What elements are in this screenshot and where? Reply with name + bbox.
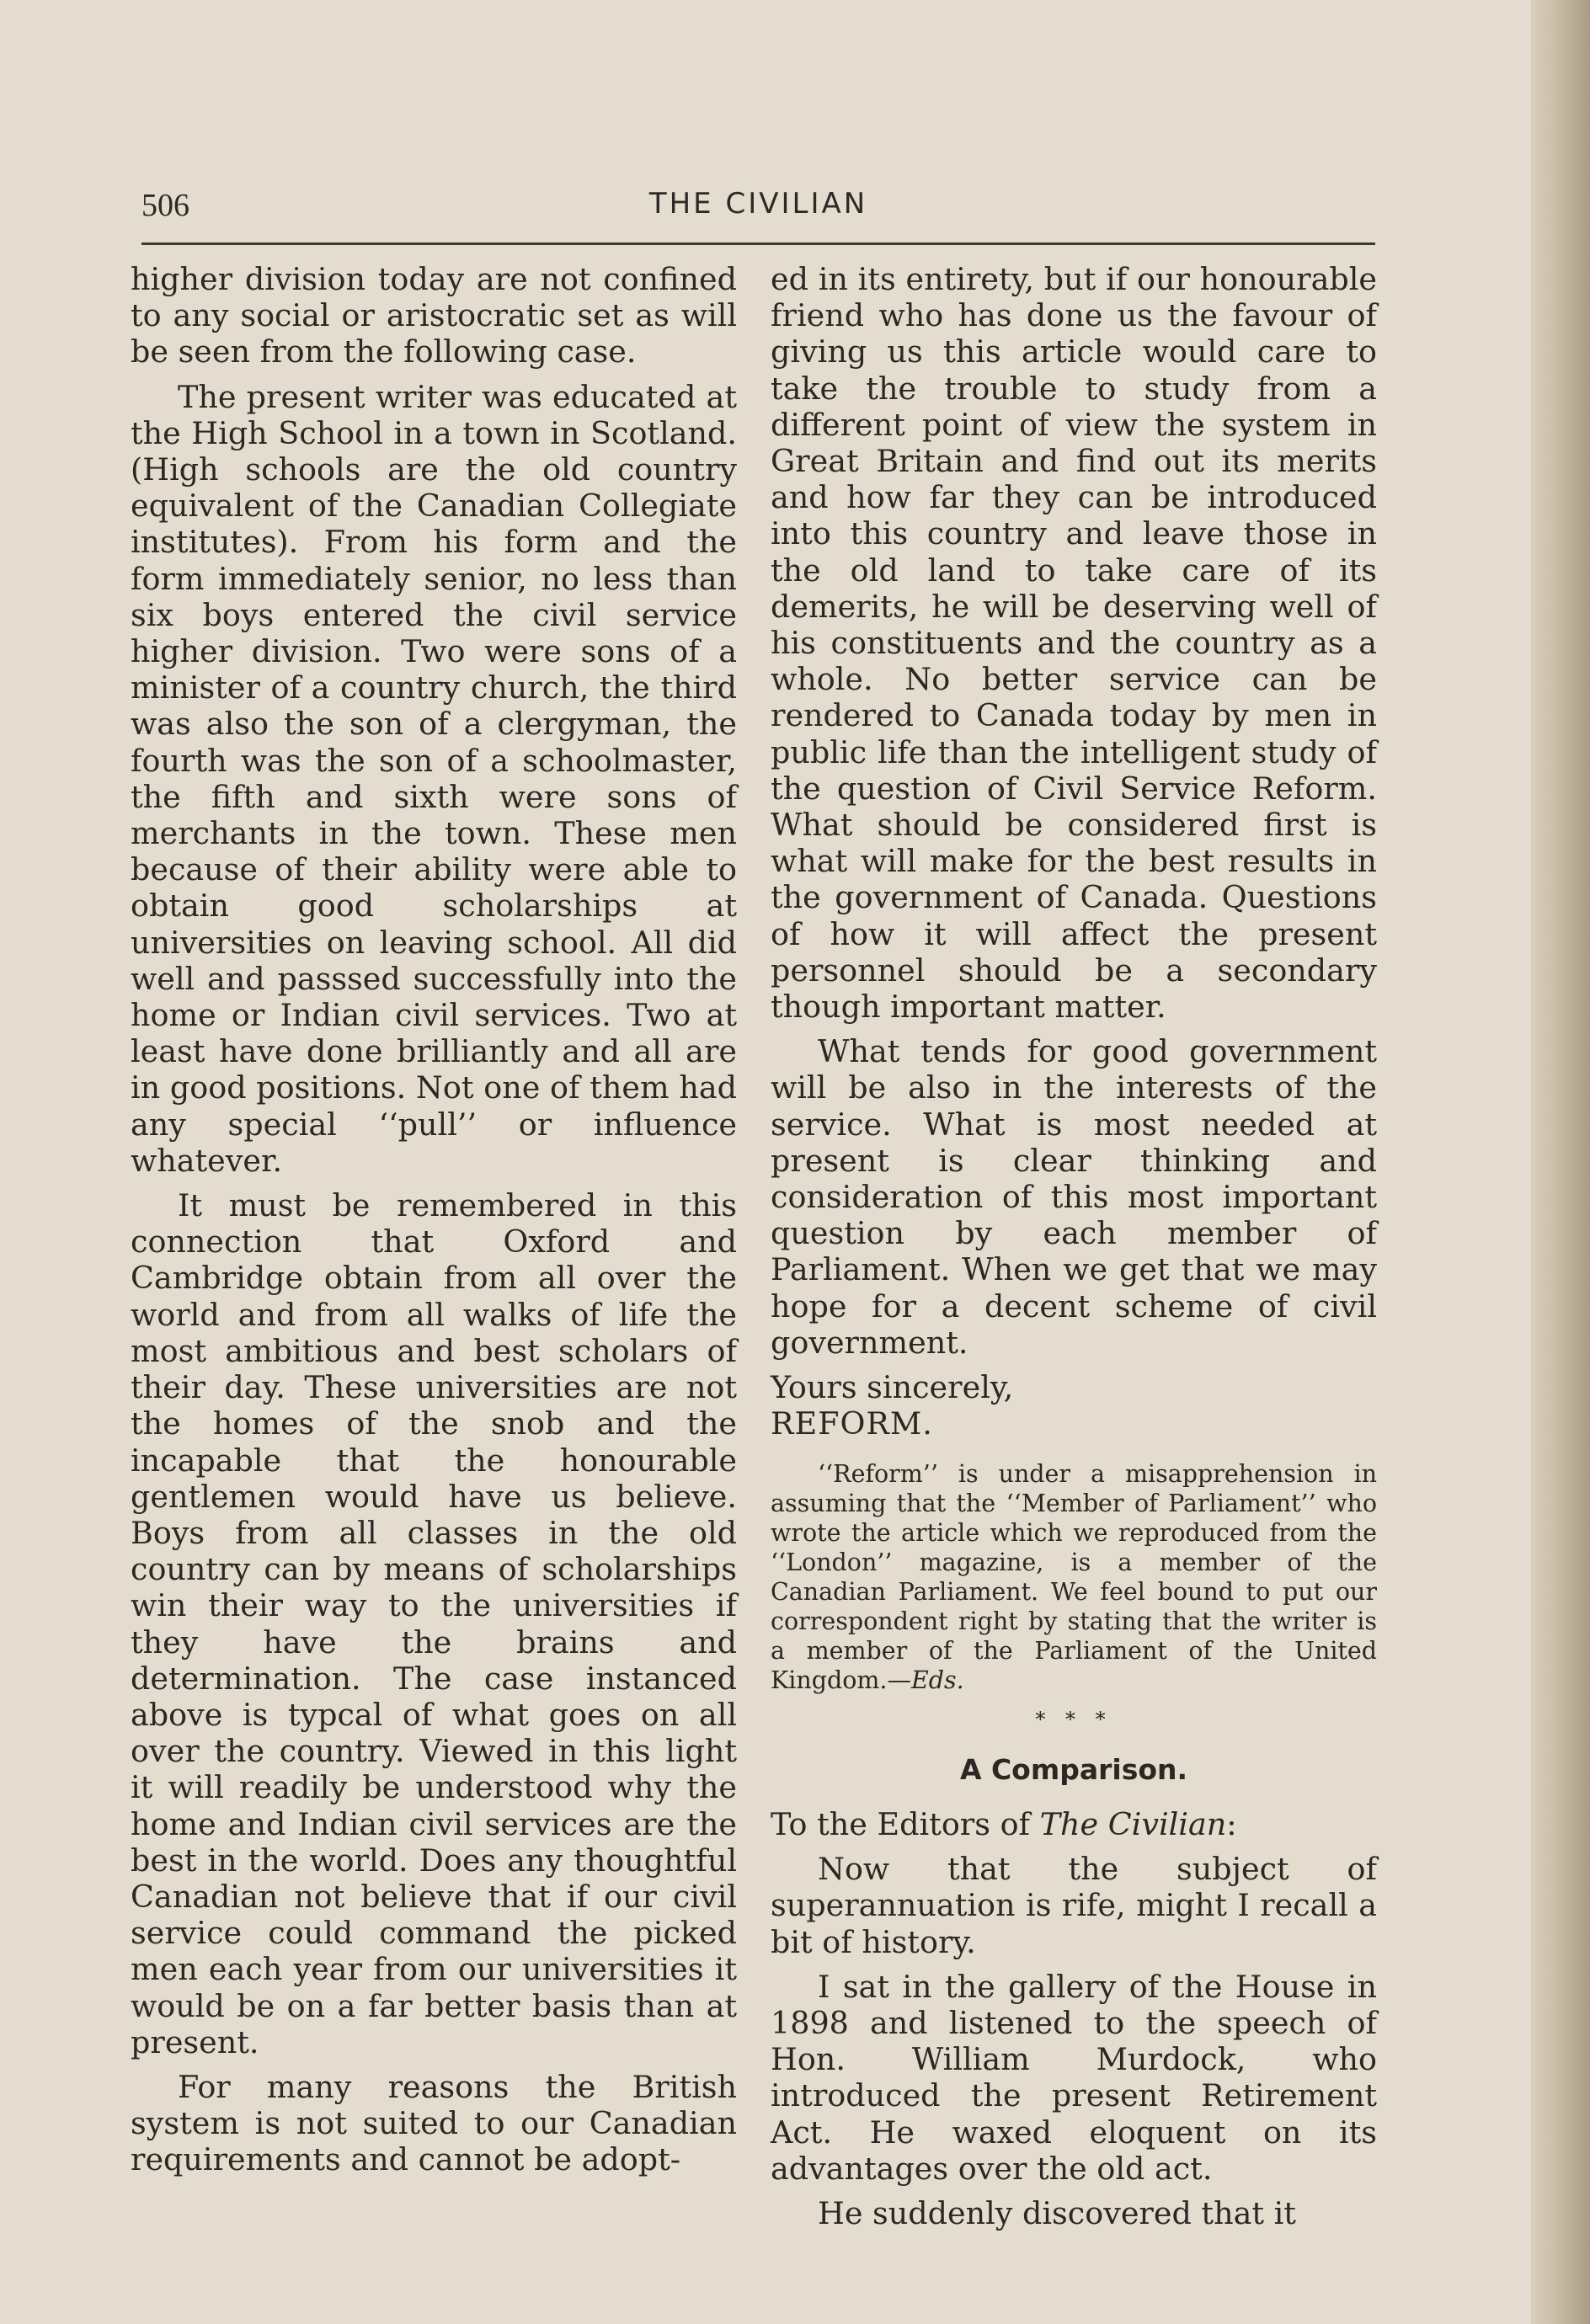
- right-paragraph-2: What tends for good government will be also in the interests of the service. What is most needed at present is clear thinking and consideration of this most important question by each member of Parliament. When we get that we may hope for a decent scheme of civil government.: [771, 1033, 1377, 1361]
- section-title: A Comparison.: [959, 1752, 1188, 1786]
- right-column: [771, 261, 1377, 2240]
- left-paragraph-1: higher division today are not confined to any social or aristocratic set as will be seen from the following case.: [131, 261, 737, 370]
- page-number: 506: [141, 188, 189, 223]
- left-paragraph-3: It must be remembered in this connection that Oxford and Cambridge obtain from all over the world and from all walks of life the most ambitious and best scholars of their day. These universities are not the homes of the snob and the incapable that the honourable gentlemen would have us believe. Boys from all classes in the old country can by means of scholarships win their way to the universities if they have the brains and determination. The case instanced above is typcal of what goes on all over the country. Viewed in this light it will readily be understood why the home and Indian civil services are the best in the world. Does any thoughtful Canadian not believe that if our civil service could command the picked men each year from our universities it would be on a far better basis than at present.: [131, 1187, 737, 2060]
- left-column: [131, 261, 737, 2187]
- salutation: [771, 1806, 1377, 1842]
- page-edge: [1531, 0, 1590, 2324]
- page-header: [141, 184, 1375, 231]
- section-separator: * * *: [1035, 1707, 1112, 1731]
- letter-closing: Yours sincerely,: [771, 1369, 1014, 1406]
- left-paragraph-4: For many reasons the British system is not suited to our Canadian requirements and cannot be adopt-: [131, 2068, 737, 2178]
- editor-note-sign: —Eds.: [887, 1666, 964, 1694]
- header-rule: [141, 243, 1375, 245]
- editor-note-text: ‘‘Reform’’ is under a misapprehension in assuming that the ‘‘Member of Parliament’’ who wrote the article which we reproduced from the ‘‘London’’ magazine, is a member of the Canadian Parliament. We feel bound to put our correspondent right by stating that the writer is a member of the Parliament of the United Kingdom.: [771, 1459, 1377, 1694]
- editor-note: [771, 1459, 1377, 1695]
- salutation-publication: The Civilian: [1039, 1805, 1227, 1842]
- salutation-prefix: To the Editors of: [771, 1805, 1040, 1842]
- left-paragraph-2: The present writer was educated at the High School in a town in Scotland. (High schools are the old country equivalent of the Canadian Collegiate institutes). From his form and the form immediately senior, no less than six boys entered the civil service higher division. Two were sons of a minister of a country church, the third was also the son of a clergyman, the fourth was the son of a schoolmaster, the fifth and sixth were sons of merchants in the town. These men because of their ability were able to obtain good scholarships at universities on leaving school. All did well and passsed successfully into the home or Indian civil services. Two at least have done brilliantly and all are in good positions. Not one of them had any special ‘‘pull’’ or influence whatever.: [131, 378, 737, 1179]
- right-paragraph-3: Now that the subject of superannuation is rife, might I recall a bit of history.: [771, 1851, 1377, 1960]
- right-paragraph-1: ed in its entirety, but if our honourable friend who has done us the favour of giving us this article would care to take the trouble to study from a different point of view the system in Great Britain and find out its merits and how far they can be introduced into this country and leave those in the old land to take care of its demerits, he will be deserving well of his constituents and the country as a whole. No better service can be rendered to Canada today by men in public life than the intelligent study of the question of Civil Service Reform. What should be considered first is what will make for the best results in the government of Canada. Questions of how it will affect the present personnel should be a secondary though important matter.: [771, 261, 1377, 1026]
- salutation-suffix: :: [1226, 1805, 1237, 1842]
- letter-signature: REFORM.: [771, 1405, 933, 1442]
- right-paragraph-5: He suddenly discovered that it: [818, 2194, 1296, 2231]
- right-paragraph-4: I sat in the gallery of the House in 1898 and listened to the speech of Hon. William Murdock, who introduced the present Retirement Act. He waxed eloquent on its advantages over the old act.: [771, 1968, 1377, 2187]
- running-title: THE CIVILIAN: [648, 187, 868, 221]
